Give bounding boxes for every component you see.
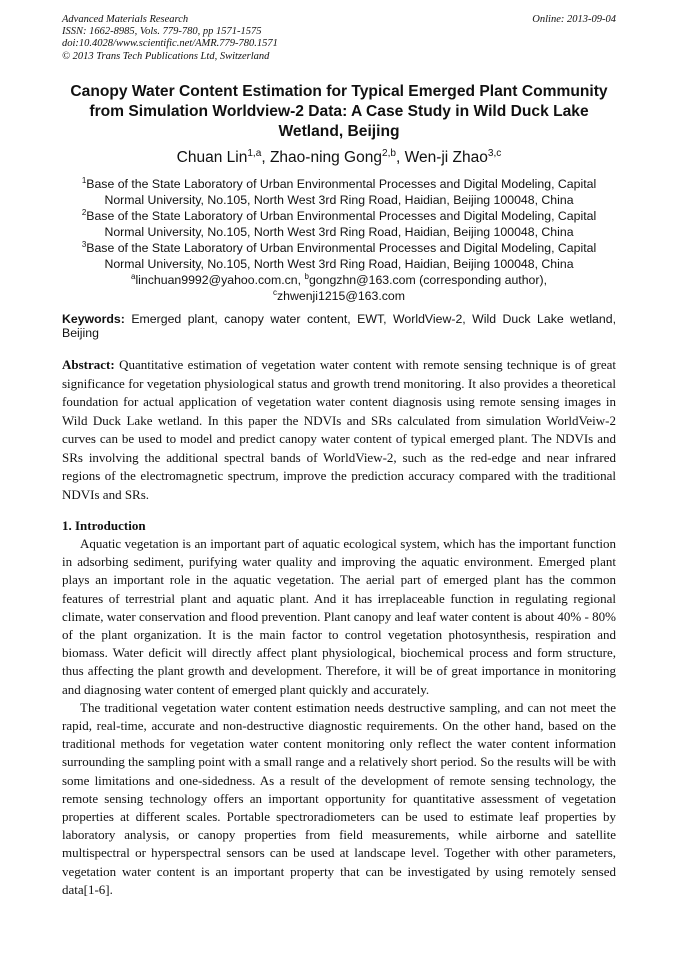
journal-name: Advanced Materials Research [62,14,189,25]
author-name: Wen-ji Zhao [404,149,488,166]
online-date: Online: 2013-09-04 [532,14,616,25]
author-affil-sup: 1,a [247,147,262,159]
affiliations [62,176,616,304]
author-name: Chuan Lin [176,149,248,166]
journal-header [62,14,616,63]
paper-title: Canopy Water Content Estimation for Typical Emerged Plant Community from Simulation Worldview-2 Data: A Case Study in Wild Duck Lake Wetland, Beijing [70,83,608,140]
doi-line: doi:10.4028/www.scientific.net/AMR.779-780.1571 [62,38,278,50]
affiliation [62,208,616,240]
issn-line: ISSN: 1662-8985, Vols. 779-780, pp 1571-1575 [62,26,262,38]
abstract-label: Abstract: [62,357,115,372]
affiliation [62,240,616,272]
author-name: Zhao-ning Gong [269,149,382,166]
email-b: gongzhn@163.com (corresponding author), [308,273,548,287]
email-a: linchuan9992@yahoo.com.cn, [135,273,305,287]
author-sep: , [395,149,405,166]
affiliation-text: Base of the State Laboratory of Urban Environmental Processes and Digital Modeling, Capital Normal University, No.105, North West 3rd Ring Road, Haidian, Beijing 100048, China [86,177,597,207]
email-c: zhwenji1215@163.com [276,289,405,303]
abstract [62,356,616,504]
email-sup: a [130,271,136,281]
email-sup: b [304,271,309,281]
affiliation-number: 1 [81,175,87,185]
abstract-text: Quantitative estimation of vegetation water content with remote sensing technique is of great significance for vegetation physiological status and growth trend monitoring. It also provides a theoretical foundation for actual application of vegetation water content diagnosis using remote sensing images in Wild Duck Lake wetland. In this paper the NDVIs and SRs calculated from simulation WorldVeiw-2 curves can be used to model and predict canopy water content of typical emerged plant. The NDVIs and SRs involving the additional spectral bands of WorldView-2, such as the red-edge and near infrared regions of the electromagnetic spectrum, improve the prediction accuracy compared with the traditional NDVIs and SRs. [62,357,616,502]
author-affil-sup: 3,c [487,147,502,159]
keywords-text: Emerged plant, canopy water content, EWT, WorldView-2, Wild Duck Lake wetland, Beijing [62,312,616,340]
section-heading-introduction: 1. Introduction [62,518,146,533]
affiliation [62,176,616,208]
affiliation-text: Base of the State Laboratory of Urban Environmental Processes and Digital Modeling, Capital Normal University, No.105, North West 3rd Ring Road, Haidian, Beijing 100048, China [86,209,597,239]
paragraph: Aquatic vegetation is an important part of aquatic ecological system, which has the important function in adsorbing sediment, purifying water quality and improving the aquatic environment. Emerged plant plays an important role in the aquatic vegetation. The aerial part of emerged plant has the common features of terrestrial plant and aquatic plant. And it has irreplaceable function in regulating regional climate, water conservation and flood prevention. Plant canopy and leaf water content is about 40% - 80% of the plant organization. It is the main factor to control vegetation photosynthesis, respiration and biomass. Water deficit will directly affect plant physiological, biochemical process and form structure, thus affecting the plant growth and development. Therefore, it will be of great importance in monitoring and diagnosing water content of emerged plant quickly and accurately. [62,536,616,697]
email-sup: c [272,287,277,297]
email-line [62,288,616,304]
author-sep: , [261,149,270,166]
introduction-body [62,535,616,899]
keywords-label: Keywords: [62,312,125,326]
author-affil-sup: 2,b [381,147,396,159]
email-line [62,272,616,288]
paragraph: The traditional vegetation water content estimation needs destructive sampling, and can not meet the rapid, real-time, accurate and non-destructive diagnostic requirements. On the other hand, based on the traditional methods for vegetation water content monitoring only reflect the water content information surrounding the sampling point with a small range and a relatively short period. So the results will be with some limitations and one-sidedness. As a result of the development of remote sensing technology, the remote sensing technology offers an important opportunity for quantitative assessment of vegetation properties at different scales. Portable spectroradiometers can be used to estimate leaf properties by laboratory analysis, or canopy properties from field measurements, while airborne and satellite multispectral or hyperspectral sensors can be used at landscape level. Together with other parameters, vegetation water content is an important property that can be investigated by using remotely sensed data[1-6]. [62,699,616,897]
keywords [62,313,616,340]
affiliation-text: Base of the State Laboratory of Urban Environmental Processes and Digital Modeling, Capital Normal University, No.105, North West 3rd Ring Road, Haidian, Beijing 100048, China [86,241,597,271]
copyright-line: © 2013 Trans Tech Publications Ltd, Switzerland [62,50,270,62]
author-list [62,148,616,168]
affiliation-number: 2 [81,207,87,217]
affiliation-number: 3 [81,239,87,249]
